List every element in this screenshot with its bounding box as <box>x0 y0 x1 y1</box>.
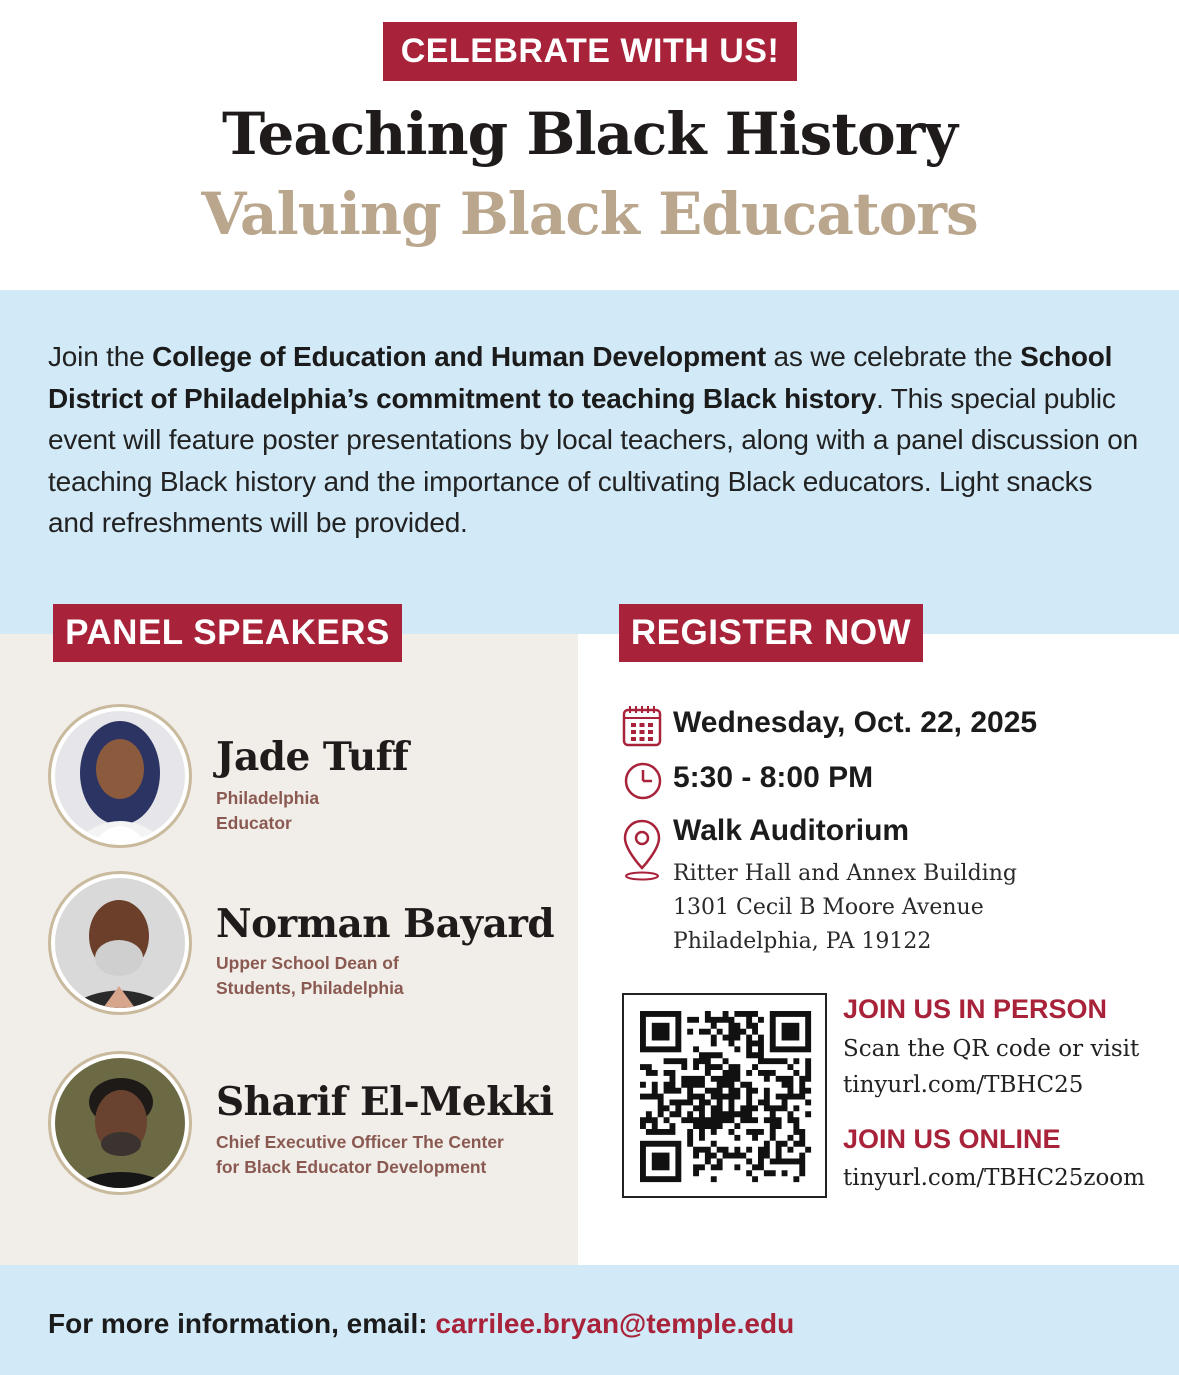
intro-text-1: Join the <box>48 341 153 372</box>
speaker-sharif-el-mekki <box>48 1051 568 1197</box>
title-line-1: Teaching Black History <box>222 100 957 168</box>
event-time: 5:30 - 8:00 PM <box>673 761 874 794</box>
speaker-role-line: Educator <box>216 813 292 833</box>
join-online-heading: JOIN US ONLINE <box>843 1124 1061 1154</box>
college-name: College of Education and Human Development <box>152 341 766 372</box>
speaker-role-line: for Black Educator Development <box>216 1157 487 1177</box>
title-line-2: Valuing Black Educators <box>201 180 978 248</box>
in-person-link[interactable]: tinyurl.com/TBHC25 <box>843 1072 1084 1098</box>
calendar-icon <box>622 705 662 747</box>
speaker-name: Jade Tuff <box>216 734 409 780</box>
clock-icon <box>623 761 663 801</box>
portrait-placeholder-icon <box>55 878 185 1008</box>
join-in-person-text: Scan the QR code or visit <box>843 1036 1140 1062</box>
speaker-role-line: Philadelphia <box>216 788 320 808</box>
address-line: 1301 Cecil B Moore Avenue <box>673 895 984 920</box>
district-commitment: School District of Philadelphia’s commitment to teaching Black history <box>48 341 1113 414</box>
intro-paragraph <box>48 336 1138 544</box>
celebrate-banner: CELEBRATE WITH US! <box>383 22 797 81</box>
online-link[interactable]: tinyurl.com/TBHC25zoom <box>843 1165 1145 1191</box>
qr-code-pattern <box>624 995 825 1196</box>
portrait-placeholder-icon <box>55 1058 185 1188</box>
intro-text-2: as we celebrate the <box>765 341 1021 372</box>
qr-code[interactable] <box>622 993 827 1198</box>
register-now-banner: REGISTER NOW <box>619 604 923 662</box>
address-line: Ritter Hall and Annex Building <box>673 861 1017 886</box>
speaker-photo <box>48 1051 192 1195</box>
portrait-placeholder-icon <box>55 711 185 841</box>
speaker-role-line: Upper School Dean of <box>216 953 399 973</box>
speaker-role-line: Students, Philadelphia <box>216 978 404 998</box>
intro-text-3: . This special public event will feature poster presentations by local teachers, along with a panel discussion on teaching Black history and the importance of cultivating Black educators. Light snacks and refreshments will be provided. <box>48 382 1139 538</box>
speaker-norman-bayard <box>48 871 568 1017</box>
footer-label: For more information, email: <box>48 1308 436 1339</box>
speaker-photo <box>48 704 192 848</box>
location-pin-icon <box>622 818 662 882</box>
event-date: Wednesday, Oct. 22, 2025 <box>673 706 1038 739</box>
footer-email-link[interactable]: carrilee.bryan@temple.edu <box>435 1308 795 1339</box>
venue-name: Walk Auditorium <box>673 814 910 847</box>
speaker-role-line: Chief Executive Officer The Center <box>216 1132 504 1152</box>
speaker-name: Sharif El-Mekki <box>216 1079 554 1125</box>
speaker-name: Norman Bayard <box>216 901 555 947</box>
speaker-jade-tuff <box>48 704 568 850</box>
footer-contact <box>48 1308 794 1340</box>
address-line: Philadelphia, PA 19122 <box>673 929 932 954</box>
panel-speakers-banner: PANEL SPEAKERS <box>53 604 402 662</box>
join-in-person-heading: JOIN US IN PERSON <box>843 994 1108 1024</box>
speaker-photo <box>48 871 192 1015</box>
